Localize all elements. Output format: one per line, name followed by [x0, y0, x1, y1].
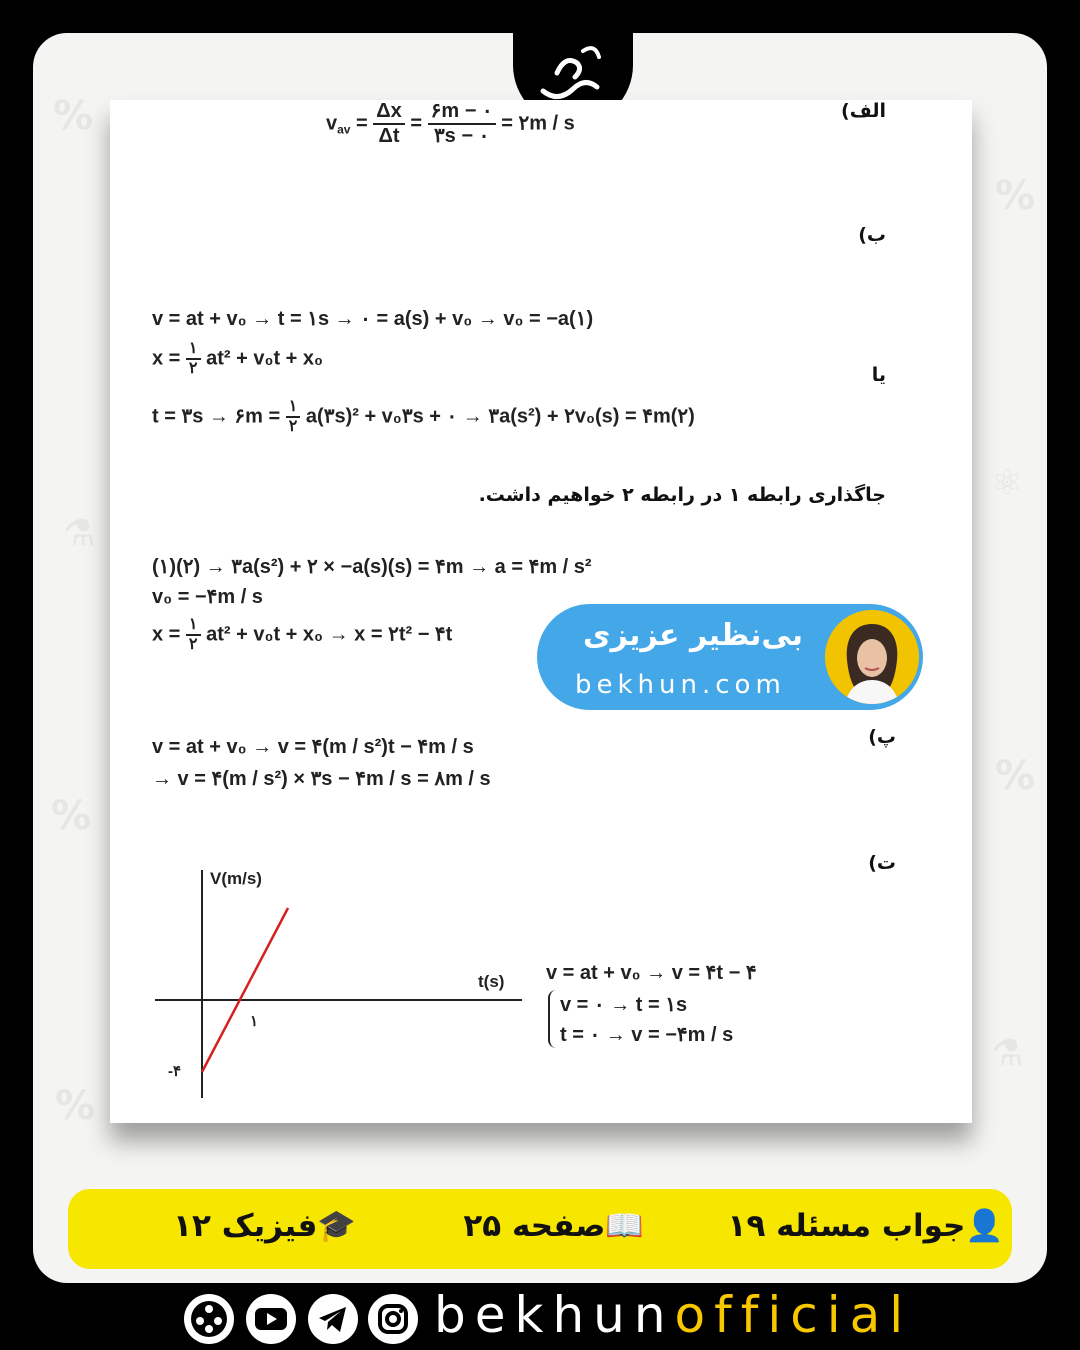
denominator-value: ۳s − ۰ [433, 125, 490, 147]
pattern-percent-icon: % [995, 753, 1036, 799]
eq6-numerator: ۱ [186, 616, 201, 636]
equation-11: t = ۰ → v = −۴m / s [560, 1024, 734, 1046]
teacher-icon: 👤 [965, 1208, 1004, 1244]
equation-1: v = at + v₀ → t = ۱s → ۰ = a(s) + v₀ → v₀ = −a(۱) [152, 308, 594, 330]
eq2-numerator: ۱ [186, 340, 201, 360]
equation-8: → v = ۴(m / s²) × ۳s − ۴m / s = ۸m / s [152, 768, 491, 790]
pattern-atom-icon: ⚛ [991, 463, 1024, 504]
equation-5: v₀ = −۴m / s [152, 586, 263, 608]
graph-y-label: V(m/s) [210, 869, 262, 888]
eq2-postfix: at² + v₀t + x₀ [206, 347, 324, 370]
eq3-prefix: t = ۳s → ۶m = [152, 405, 281, 428]
brand-handle-white: bekhun [434, 1286, 675, 1344]
graph-tick-x: ۱ [250, 1013, 259, 1030]
telegram-icon[interactable] [308, 1294, 358, 1344]
teacher-name: بی‌نظیر عزیزی [582, 618, 803, 653]
part-pe-label: پ) [868, 726, 896, 748]
average-velocity-equation: $v_{av}$ = $\frac{\Delta x}{\Delta t}$ = $\frac{۶m - ۰}{۳s - ۰}$ = ۲m / s [326, 100, 575, 147]
equation-2 [152, 340, 323, 379]
velocity-line [202, 908, 288, 1072]
pattern-percent-icon: % [51, 793, 92, 839]
eq2-denominator: ۲ [188, 360, 198, 378]
answer-label [728, 1207, 1004, 1244]
teacher-website: bekhun.com [575, 670, 786, 700]
part-be-label: ب) [858, 224, 886, 246]
average-velocity-result: = ۲m / s [501, 112, 575, 135]
pattern-flask-icon: ⚗ [991, 1033, 1024, 1074]
half-fraction [186, 616, 201, 655]
youtube-icon[interactable] [246, 1294, 296, 1344]
pattern-percent-icon: % [995, 173, 1036, 219]
film-reel-icon[interactable] [184, 1294, 234, 1344]
answer-text: جواب مسئله ۱۹ [727, 1208, 966, 1244]
eq3-denominator: ۲ [288, 418, 298, 436]
footer-info-bar [68, 1189, 1012, 1269]
equation-6 [152, 616, 452, 655]
teacher-avatar [825, 610, 919, 704]
page-label [463, 1207, 644, 1244]
delta-fraction [373, 100, 405, 148]
numerator-value: ۶m − ۰ [428, 100, 496, 125]
pattern-flask-icon: ⚗ [63, 513, 96, 554]
half-fraction [286, 398, 301, 437]
eq2-prefix: x = [152, 347, 181, 370]
graph-x-label: t(s) [478, 972, 505, 991]
equation-10: v = ۰ → t = ۱s [560, 994, 688, 1016]
equation-3 [152, 398, 695, 437]
book-icon: 📖 [605, 1208, 644, 1244]
eq6-postfix: at² + v₀t + x₀ → x = ۲t² − ۴t [206, 623, 453, 646]
pattern-percent-icon: % [53, 93, 94, 139]
substitution-text: جاگذاری رابطه ۱ در رابطه ۲ خواهیم داشت. [478, 484, 886, 506]
brand-handle [434, 1286, 912, 1344]
half-fraction [186, 340, 201, 379]
ya-label: یا [871, 364, 886, 386]
equation-7: v = at + v₀ → v = ۴(m / s²)t − ۴m / s [152, 736, 474, 758]
instagram-icon[interactable] [368, 1294, 418, 1344]
graph-tick-y: -۴ [168, 1063, 182, 1080]
eq3-numerator: ۱ [286, 398, 301, 418]
avatar-portrait-icon [825, 610, 919, 704]
values-fraction [428, 100, 496, 148]
subject-text: فیزیک ۱۲ [173, 1208, 318, 1244]
graduation-cap-icon: 🎓 [317, 1208, 356, 1244]
equation-9: v = at + v₀ → v = ۴t − ۴ [546, 962, 757, 984]
eq3-postfix: a(۳s)² + v₀۳s + ۰ → ۳a(s²) + ۲v₀(s) = ۴m(۲) [305, 405, 695, 428]
page-text: صفحه ۲۵ [463, 1208, 606, 1244]
eq6-prefix: x = [152, 623, 181, 646]
brand-handle-yellow: official [674, 1286, 913, 1344]
part-te-label: ت) [868, 852, 896, 874]
teacher-badge [537, 604, 923, 710]
delta-t: Δt [378, 125, 400, 147]
subject-label [173, 1207, 356, 1244]
delta-x: Δx [373, 100, 405, 125]
equation-4: (۱)(۲) → ۳a(s²) + ۲ × −a(s)(s) = ۴m → a = ۴m / s² [152, 556, 592, 578]
eq6-denominator: ۲ [188, 636, 198, 654]
velocity-time-graph [150, 860, 530, 1105]
v-symbol: v [326, 112, 338, 135]
v-subscript: av [337, 122, 351, 137]
pattern-percent-icon: % [55, 1083, 96, 1129]
part-alef-label: الف) [841, 100, 886, 122]
system-brace [548, 990, 558, 1048]
